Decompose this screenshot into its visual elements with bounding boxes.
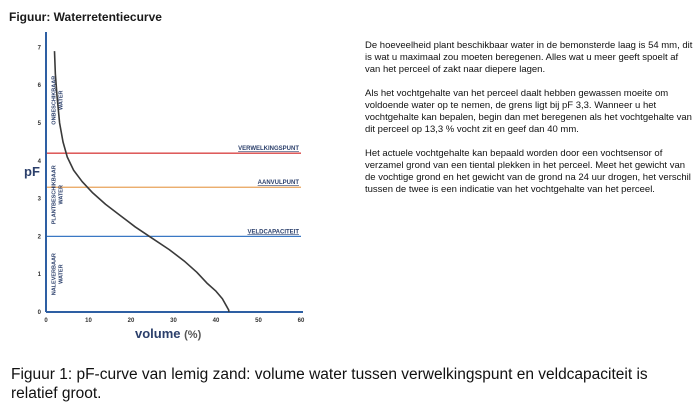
band-label-plantbeschikbaar bbox=[52, 165, 65, 224]
y-tick-label: 0 bbox=[37, 310, 41, 316]
reference-label-verwelkingspunt: VERWELKINGSPUNT bbox=[238, 146, 299, 153]
figure-title: Figuur: Waterretentiecurve bbox=[9, 10, 162, 24]
x-tick-label: 50 bbox=[255, 318, 262, 324]
figure-caption: Figuur 1: pF-curve van lemig zand: volume water tussen verwelkingspunt en veldcapaciteit is relatief groot. bbox=[11, 366, 648, 402]
band-label-line: PLANTBESCHIKBAAR bbox=[51, 165, 58, 225]
y-tick-label: 4 bbox=[37, 158, 41, 165]
x-axis-unit: (%) bbox=[184, 329, 202, 341]
band-label-line: WATER bbox=[58, 90, 65, 111]
reference-lines bbox=[46, 146, 301, 236]
y-axis-label: pF bbox=[24, 164, 40, 179]
paragraph-moisture-measurement: Het actuele vochtgehalte kan bepaald worden door een vochtsensor of verzamel grond van een tiental plekken in het perceel. Meet het gewicht van de vochtige grond en het gewicht van de grond na 24 uur drogen, het verschil tussen de twee is een indicatie van het vochtgehalte van het perceel. bbox=[365, 148, 691, 195]
band-label-naleverbaar bbox=[52, 253, 65, 295]
axes bbox=[46, 32, 303, 312]
x-tick-label: 60 bbox=[297, 318, 305, 324]
description bbox=[365, 40, 695, 208]
x-axis-label: volume (%) bbox=[135, 326, 202, 341]
reference-label-aanvulpunt: AANVULPUNT bbox=[257, 180, 299, 187]
x-tick-label: 20 bbox=[127, 318, 135, 324]
band-label-line: ONBESCHIKBAAR bbox=[51, 75, 58, 125]
paragraph-available-water: De hoeveelheid plant beschikbaar water in de bemonsterde laag is 54 mm, dit is wat u maximaal zou moeten beregenen. Alles wat u meer geeft spoelt af van het perceel of zakt naar diepere lagen. bbox=[365, 40, 693, 75]
y-tick-label: 7 bbox=[37, 45, 41, 52]
x-tick-label: 40 bbox=[212, 318, 220, 324]
y-tick-label: 1 bbox=[37, 272, 41, 279]
paragraph-irrigation-threshold: Als het vochtgehalte van het perceel daalt hebben gewassen moeite om voldoende water op te nemen, de grens ligt bij pF 3,3. Wanneer u het vochtgehalte kan bepalen, begin dan met beregenen als het vochtgehalte van dit perceel op 13,3 % vocht zit en geef dan 40 mm. bbox=[365, 88, 692, 135]
y-tick-label: 3 bbox=[37, 196, 41, 203]
band-label-line: WATER bbox=[58, 185, 65, 205]
x-tick-label: 10 bbox=[85, 318, 92, 324]
x-tick-label: 0 bbox=[44, 318, 48, 324]
y-tick-label: 2 bbox=[37, 234, 41, 241]
retention-curve-chart bbox=[0, 0, 350, 345]
band-label-line: WATER bbox=[58, 264, 65, 284]
y-tick-label: 6 bbox=[37, 83, 41, 90]
reference-label-veldcapaciteit: VELDCAPACITEIT bbox=[247, 229, 299, 236]
retention-curve-line bbox=[55, 51, 229, 312]
x-tick-label: 30 bbox=[170, 318, 177, 324]
y-tick-label: 5 bbox=[37, 120, 41, 127]
band-label-line: NALEVERBAAR bbox=[51, 253, 58, 296]
curve-layer bbox=[55, 51, 229, 312]
